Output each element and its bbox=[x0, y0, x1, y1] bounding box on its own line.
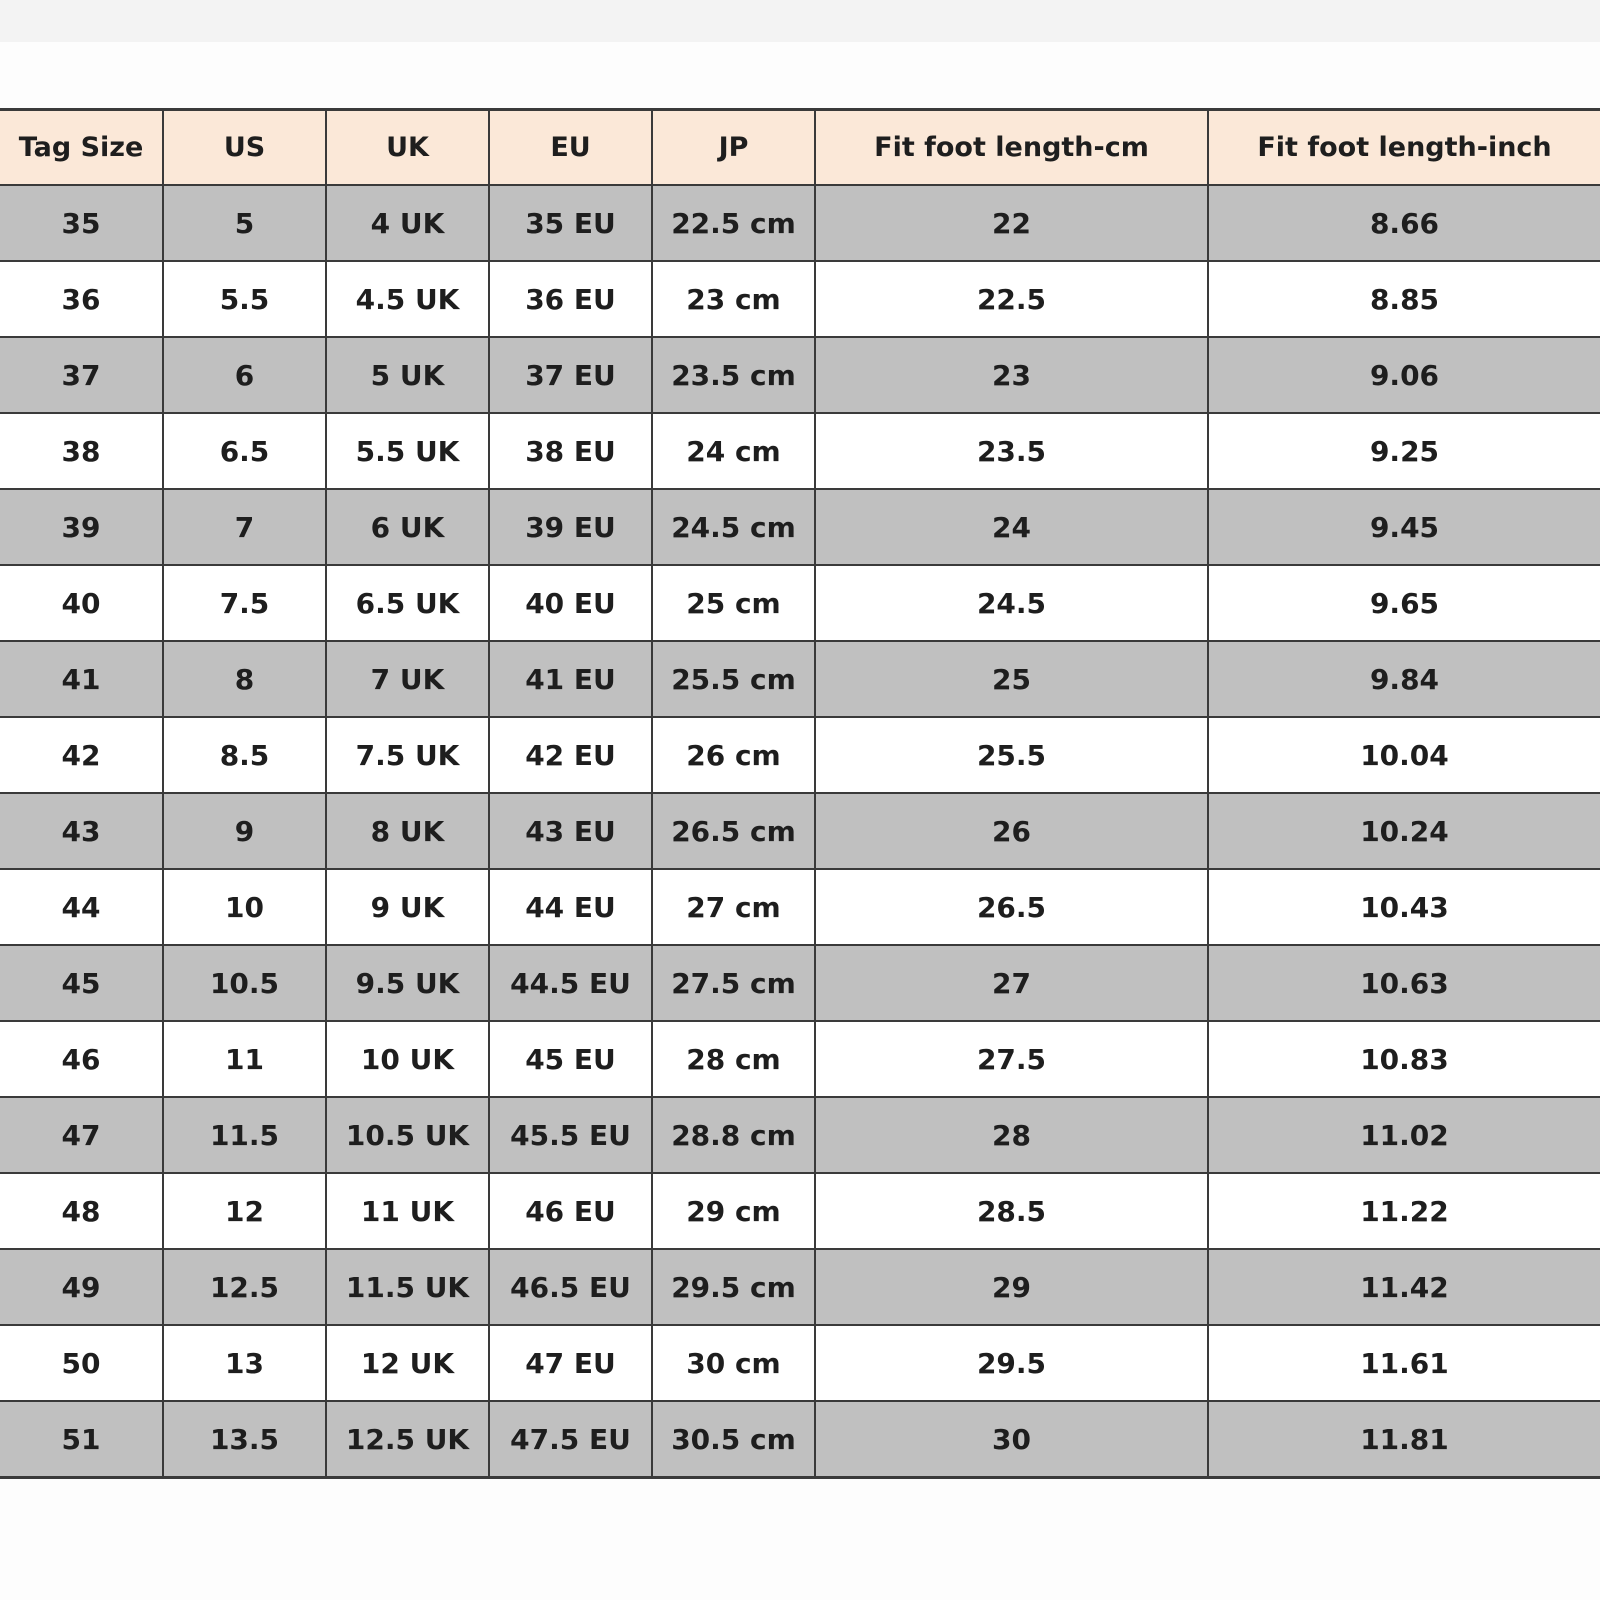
cell-eu: 36 EU bbox=[489, 261, 652, 337]
cell-fit-foot-length-inch: 8.66 bbox=[1208, 185, 1600, 261]
cell-jp: 25 cm bbox=[652, 565, 815, 641]
cell-fit-foot-length-cm: 26 bbox=[815, 793, 1208, 869]
cell-jp: 28.8 cm bbox=[652, 1097, 815, 1173]
cell-jp: 23 cm bbox=[652, 261, 815, 337]
cell-eu: 35 EU bbox=[489, 185, 652, 261]
cell-uk: 5 UK bbox=[326, 337, 489, 413]
cell-fit-foot-length-cm: 25 bbox=[815, 641, 1208, 717]
cell-fit-foot-length-inch: 11.81 bbox=[1208, 1401, 1600, 1478]
cell-eu: 45 EU bbox=[489, 1021, 652, 1097]
cell-uk: 6.5 UK bbox=[326, 565, 489, 641]
cell-fit-foot-length-cm: 24 bbox=[815, 489, 1208, 565]
cell-fit-foot-length-cm: 28.5 bbox=[815, 1173, 1208, 1249]
table-row bbox=[0, 1249, 1600, 1325]
cell-fit-foot-length-inch: 11.22 bbox=[1208, 1173, 1600, 1249]
table-row bbox=[0, 1173, 1600, 1249]
table-row bbox=[0, 1325, 1600, 1401]
cell-us: 11.5 bbox=[163, 1097, 326, 1173]
cell-uk: 10 UK bbox=[326, 1021, 489, 1097]
cell-eu: 47 EU bbox=[489, 1325, 652, 1401]
table-row bbox=[0, 565, 1600, 641]
table-header bbox=[0, 110, 1600, 186]
cell-fit-foot-length-inch: 10.24 bbox=[1208, 793, 1600, 869]
cell-eu: 40 EU bbox=[489, 565, 652, 641]
cell-tag-size: 51 bbox=[0, 1401, 163, 1478]
cell-tag-size: 44 bbox=[0, 869, 163, 945]
cell-us: 8.5 bbox=[163, 717, 326, 793]
cell-fit-foot-length-cm: 24.5 bbox=[815, 565, 1208, 641]
header-eu: EU bbox=[489, 110, 652, 186]
cell-eu: 44.5 EU bbox=[489, 945, 652, 1021]
cell-fit-foot-length-cm: 22.5 bbox=[815, 261, 1208, 337]
cell-fit-foot-length-inch: 11.42 bbox=[1208, 1249, 1600, 1325]
cell-uk: 9.5 UK bbox=[326, 945, 489, 1021]
cell-eu: 46 EU bbox=[489, 1173, 652, 1249]
cell-uk: 11.5 UK bbox=[326, 1249, 489, 1325]
cell-uk: 12.5 UK bbox=[326, 1401, 489, 1478]
cell-tag-size: 41 bbox=[0, 641, 163, 717]
shoe-size-chart-table bbox=[0, 108, 1600, 1479]
cell-jp: 29 cm bbox=[652, 1173, 815, 1249]
top-margin-strip bbox=[0, 0, 1600, 42]
cell-tag-size: 40 bbox=[0, 565, 163, 641]
cell-fit-foot-length-cm: 23 bbox=[815, 337, 1208, 413]
cell-jp: 26.5 cm bbox=[652, 793, 815, 869]
cell-us: 7.5 bbox=[163, 565, 326, 641]
cell-tag-size: 42 bbox=[0, 717, 163, 793]
cell-jp: 24 cm bbox=[652, 413, 815, 489]
cell-uk: 4 UK bbox=[326, 185, 489, 261]
cell-tag-size: 39 bbox=[0, 489, 163, 565]
table-row bbox=[0, 1401, 1600, 1478]
cell-tag-size: 49 bbox=[0, 1249, 163, 1325]
cell-uk: 12 UK bbox=[326, 1325, 489, 1401]
cell-fit-foot-length-cm: 27.5 bbox=[815, 1021, 1208, 1097]
cell-us: 5.5 bbox=[163, 261, 326, 337]
cell-eu: 42 EU bbox=[489, 717, 652, 793]
table-row bbox=[0, 1021, 1600, 1097]
header-row bbox=[0, 110, 1600, 186]
cell-tag-size: 35 bbox=[0, 185, 163, 261]
table-row bbox=[0, 261, 1600, 337]
header-jp: JP bbox=[652, 110, 815, 186]
table-row bbox=[0, 1097, 1600, 1173]
cell-fit-foot-length-inch: 9.06 bbox=[1208, 337, 1600, 413]
header-fit-foot-length-inch: Fit foot length-inch bbox=[1208, 110, 1600, 186]
cell-fit-foot-length-inch: 10.83 bbox=[1208, 1021, 1600, 1097]
cell-us: 13 bbox=[163, 1325, 326, 1401]
cell-eu: 45.5 EU bbox=[489, 1097, 652, 1173]
cell-us: 7 bbox=[163, 489, 326, 565]
cell-fit-foot-length-inch: 9.45 bbox=[1208, 489, 1600, 565]
header-us: US bbox=[163, 110, 326, 186]
cell-fit-foot-length-cm: 30 bbox=[815, 1401, 1208, 1478]
cell-eu: 37 EU bbox=[489, 337, 652, 413]
cell-tag-size: 47 bbox=[0, 1097, 163, 1173]
table-body bbox=[0, 185, 1600, 1478]
cell-jp: 25.5 cm bbox=[652, 641, 815, 717]
cell-fit-foot-length-cm: 29 bbox=[815, 1249, 1208, 1325]
cell-us: 12 bbox=[163, 1173, 326, 1249]
cell-us: 13.5 bbox=[163, 1401, 326, 1478]
cell-fit-foot-length-inch: 10.63 bbox=[1208, 945, 1600, 1021]
cell-uk: 11 UK bbox=[326, 1173, 489, 1249]
cell-eu: 38 EU bbox=[489, 413, 652, 489]
cell-tag-size: 48 bbox=[0, 1173, 163, 1249]
cell-fit-foot-length-cm: 29.5 bbox=[815, 1325, 1208, 1401]
cell-jp: 30 cm bbox=[652, 1325, 815, 1401]
cell-eu: 39 EU bbox=[489, 489, 652, 565]
table-row bbox=[0, 641, 1600, 717]
cell-us: 9 bbox=[163, 793, 326, 869]
cell-jp: 30.5 cm bbox=[652, 1401, 815, 1478]
cell-fit-foot-length-inch: 11.61 bbox=[1208, 1325, 1600, 1401]
cell-eu: 44 EU bbox=[489, 869, 652, 945]
cell-uk: 5.5 UK bbox=[326, 413, 489, 489]
table-row bbox=[0, 717, 1600, 793]
cell-fit-foot-length-cm: 26.5 bbox=[815, 869, 1208, 945]
cell-fit-foot-length-cm: 27 bbox=[815, 945, 1208, 1021]
cell-eu: 41 EU bbox=[489, 641, 652, 717]
table-row bbox=[0, 869, 1600, 945]
cell-fit-foot-length-inch: 9.25 bbox=[1208, 413, 1600, 489]
cell-jp: 27 cm bbox=[652, 869, 815, 945]
cell-us: 8 bbox=[163, 641, 326, 717]
cell-fit-foot-length-cm: 25.5 bbox=[815, 717, 1208, 793]
cell-jp: 29.5 cm bbox=[652, 1249, 815, 1325]
cell-uk: 6 UK bbox=[326, 489, 489, 565]
cell-tag-size: 46 bbox=[0, 1021, 163, 1097]
cell-uk: 7.5 UK bbox=[326, 717, 489, 793]
cell-jp: 26 cm bbox=[652, 717, 815, 793]
header-fit-foot-length-cm: Fit foot length-cm bbox=[815, 110, 1208, 186]
cell-us: 12.5 bbox=[163, 1249, 326, 1325]
table-row bbox=[0, 337, 1600, 413]
cell-us: 10.5 bbox=[163, 945, 326, 1021]
cell-us: 5 bbox=[163, 185, 326, 261]
cell-jp: 24.5 cm bbox=[652, 489, 815, 565]
header-uk: UK bbox=[326, 110, 489, 186]
cell-jp: 28 cm bbox=[652, 1021, 815, 1097]
cell-tag-size: 45 bbox=[0, 945, 163, 1021]
cell-eu: 43 EU bbox=[489, 793, 652, 869]
cell-fit-foot-length-cm: 23.5 bbox=[815, 413, 1208, 489]
table-row bbox=[0, 413, 1600, 489]
cell-tag-size: 36 bbox=[0, 261, 163, 337]
header-tag-size: Tag Size bbox=[0, 110, 163, 186]
cell-fit-foot-length-inch: 9.65 bbox=[1208, 565, 1600, 641]
cell-fit-foot-length-inch: 8.85 bbox=[1208, 261, 1600, 337]
cell-uk: 10.5 UK bbox=[326, 1097, 489, 1173]
cell-tag-size: 50 bbox=[0, 1325, 163, 1401]
cell-fit-foot-length-inch: 11.02 bbox=[1208, 1097, 1600, 1173]
table-row bbox=[0, 489, 1600, 565]
table-row bbox=[0, 793, 1600, 869]
cell-fit-foot-length-cm: 28 bbox=[815, 1097, 1208, 1173]
cell-fit-foot-length-inch: 10.04 bbox=[1208, 717, 1600, 793]
cell-jp: 27.5 cm bbox=[652, 945, 815, 1021]
cell-uk: 8 UK bbox=[326, 793, 489, 869]
cell-fit-foot-length-inch: 9.84 bbox=[1208, 641, 1600, 717]
cell-eu: 46.5 EU bbox=[489, 1249, 652, 1325]
cell-tag-size: 37 bbox=[0, 337, 163, 413]
cell-uk: 9 UK bbox=[326, 869, 489, 945]
table-row bbox=[0, 945, 1600, 1021]
cell-us: 6.5 bbox=[163, 413, 326, 489]
cell-fit-foot-length-cm: 22 bbox=[815, 185, 1208, 261]
cell-us: 10 bbox=[163, 869, 326, 945]
cell-us: 11 bbox=[163, 1021, 326, 1097]
cell-us: 6 bbox=[163, 337, 326, 413]
cell-fit-foot-length-inch: 10.43 bbox=[1208, 869, 1600, 945]
table-row bbox=[0, 185, 1600, 261]
cell-jp: 22.5 cm bbox=[652, 185, 815, 261]
cell-eu: 47.5 EU bbox=[489, 1401, 652, 1478]
cell-tag-size: 43 bbox=[0, 793, 163, 869]
cell-uk: 4.5 UK bbox=[326, 261, 489, 337]
cell-jp: 23.5 cm bbox=[652, 337, 815, 413]
cell-tag-size: 38 bbox=[0, 413, 163, 489]
cell-uk: 7 UK bbox=[326, 641, 489, 717]
